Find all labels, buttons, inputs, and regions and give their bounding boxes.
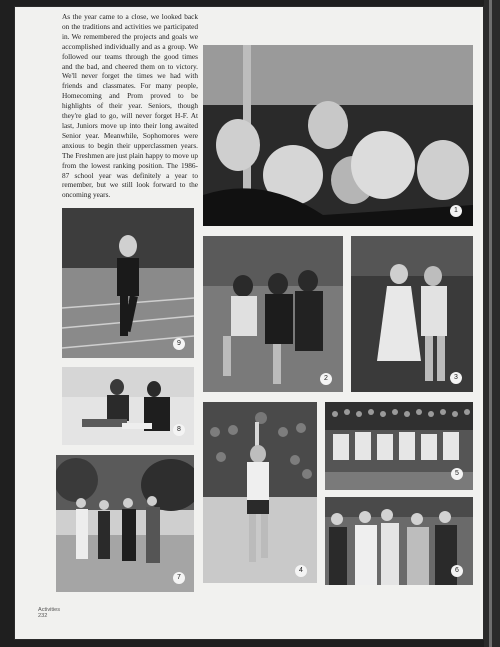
footer-section-label: Activities bbox=[38, 607, 61, 613]
page-footer bbox=[38, 607, 60, 619]
photo-number-badge: 3 bbox=[450, 372, 462, 384]
photo-4-basketball-jump bbox=[203, 402, 317, 583]
photo-9-runner bbox=[62, 208, 194, 358]
photo-7-image bbox=[56, 455, 194, 592]
photo-3-image bbox=[351, 236, 473, 392]
photo-8-students-studying bbox=[62, 367, 194, 445]
photo-2-celebrating-players bbox=[203, 236, 343, 392]
footer-page-number: 232 bbox=[38, 613, 48, 619]
photo-4-image bbox=[203, 402, 317, 583]
photo-number-badge: 1 bbox=[450, 205, 462, 217]
photo-1-image bbox=[203, 45, 473, 226]
photo-number-badge: 6 bbox=[451, 565, 463, 577]
photo-7-outdoor-walk bbox=[56, 455, 194, 592]
photo-number-badge: 2 bbox=[320, 373, 332, 385]
photo-5-football-team bbox=[325, 402, 473, 490]
photo-9-image bbox=[62, 208, 194, 358]
photo-number-badge: 7 bbox=[173, 572, 185, 584]
photo-2-image bbox=[203, 236, 343, 392]
photo-6-costumed-group bbox=[325, 497, 473, 585]
photo-number-badge: 9 bbox=[173, 338, 185, 350]
binding-edge bbox=[484, 0, 500, 647]
photo-number-badge: 8 bbox=[173, 424, 185, 436]
photo-number-badge: 5 bbox=[451, 468, 463, 480]
intro-paragraph: As the year came to a close, we looked back on the traditions and activities we participated in. We remembered the projects and goals we accomplished individually and as a group. We followed our teams through the good times and the bad, and cheered them on to victory. We'll never forget the times we had with friends and classmates. For many people, Homecoming and Prom proved to be highlights of their year. Seniors, though they're glad to go, will never forget H-F. At last, Juniors move up into their long awaited Senior year. Meanwhile, Sophomores were anxious to begin their upperclassmen years. The Freshmen are just plain happy to move up from the lowest ranking position. The 1986-87 school year was definitely a year to remember, but we still look forward to the oncoming years. bbox=[62, 12, 198, 200]
photo-3-formal-couple bbox=[351, 236, 473, 392]
photo-number-badge: 4 bbox=[295, 565, 307, 577]
photo-1-students-group bbox=[203, 45, 473, 226]
